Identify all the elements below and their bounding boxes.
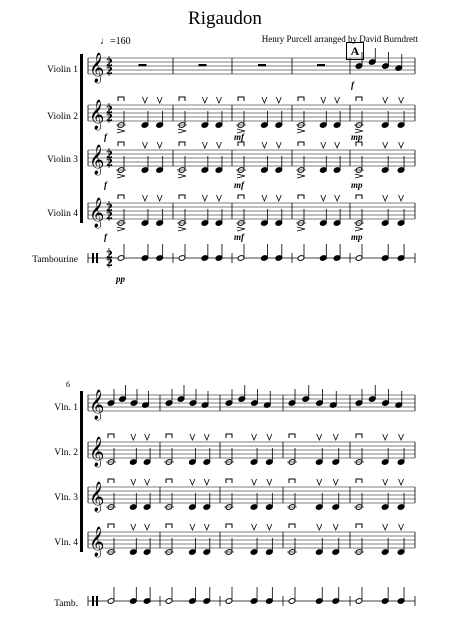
bow-down-icon bbox=[108, 479, 114, 483]
accent-icon bbox=[237, 174, 245, 178]
bow-up-icon bbox=[204, 479, 209, 485]
bow-up-icon bbox=[216, 97, 221, 103]
dynamic-forte: f bbox=[351, 80, 354, 90]
dynamic-forte: f bbox=[104, 132, 107, 142]
composer-credit: Henry Purcell arranged by David Burndrett bbox=[261, 34, 418, 44]
bow-up-icon bbox=[383, 479, 388, 485]
bow-up-icon bbox=[131, 479, 136, 485]
bow-up-icon bbox=[399, 97, 404, 103]
bow-up-icon bbox=[321, 195, 326, 201]
instrument-name-vln-2: Vln. 2 bbox=[54, 448, 78, 458]
tempo-marking: ♩=160 bbox=[100, 36, 131, 47]
treble-clef-icon: 𝄞 bbox=[89, 145, 105, 175]
bow-up-icon bbox=[252, 524, 257, 530]
bow-down-icon bbox=[289, 434, 295, 438]
bow-down-icon bbox=[356, 97, 362, 101]
bow-down-icon bbox=[356, 142, 362, 146]
bow-up-icon bbox=[190, 434, 195, 440]
bow-up-icon bbox=[190, 524, 195, 530]
treble-clef-icon: 𝄞 bbox=[89, 437, 105, 467]
bow-down-icon bbox=[238, 97, 244, 101]
time-signature-icon: 2 bbox=[106, 105, 113, 116]
accent-icon bbox=[117, 174, 125, 178]
bow-up-icon bbox=[399, 142, 404, 148]
bow-down-icon bbox=[356, 524, 362, 528]
bow-up-icon bbox=[383, 195, 388, 201]
accent-icon bbox=[237, 129, 245, 133]
bow-up-icon bbox=[157, 195, 162, 201]
time-signature-icon: 2 bbox=[106, 113, 113, 124]
bow-up-icon bbox=[399, 524, 404, 530]
bow-up-icon bbox=[267, 479, 272, 485]
bow-up-icon bbox=[399, 195, 404, 201]
bow-up-icon bbox=[383, 142, 388, 148]
time-signature-icon: 2 bbox=[106, 158, 113, 169]
bow-down-icon bbox=[289, 524, 295, 528]
time-signature-icon: 2 bbox=[106, 250, 113, 261]
bow-down-icon bbox=[356, 434, 362, 438]
bow-up-icon bbox=[317, 524, 322, 530]
accent-icon bbox=[355, 174, 363, 178]
dynamic-mezzo-forte: mf bbox=[234, 180, 244, 190]
bow-up-icon bbox=[216, 195, 221, 201]
dynamic-pianissimo: pp bbox=[116, 274, 125, 284]
bow-up-icon bbox=[204, 434, 209, 440]
percussion-clef-icon bbox=[92, 253, 94, 263]
bow-down-icon bbox=[166, 434, 172, 438]
bow-up-icon bbox=[333, 524, 338, 530]
accent-icon bbox=[178, 129, 186, 133]
system-bracket bbox=[80, 391, 83, 552]
treble-clef-icon: 𝄞 bbox=[89, 53, 105, 83]
bow-up-icon bbox=[383, 97, 388, 103]
bow-up-icon bbox=[142, 195, 147, 201]
bow-up-icon bbox=[190, 479, 195, 485]
rehearsal-mark: A bbox=[346, 42, 364, 60]
bow-down-icon bbox=[226, 524, 232, 528]
piece-title: Rigaudon bbox=[188, 8, 262, 29]
bow-down-icon bbox=[108, 524, 114, 528]
bow-up-icon bbox=[317, 479, 322, 485]
bow-up-icon bbox=[145, 479, 150, 485]
bow-up-icon bbox=[399, 479, 404, 485]
time-signature-icon: 2 bbox=[106, 203, 113, 214]
accent-icon bbox=[297, 227, 305, 231]
time-signature-icon: 2 bbox=[106, 150, 113, 161]
bow-down-icon bbox=[166, 479, 172, 483]
bow-up-icon bbox=[142, 142, 147, 148]
bow-up-icon bbox=[202, 195, 207, 201]
bow-down-icon bbox=[118, 97, 124, 101]
treble-clef-icon: 𝄞 bbox=[89, 100, 105, 130]
bow-down-icon bbox=[298, 195, 304, 199]
measure-number: 6 bbox=[66, 380, 70, 389]
accent-icon bbox=[178, 174, 186, 178]
bow-up-icon bbox=[335, 195, 340, 201]
time-signature-icon: 2 bbox=[106, 58, 113, 69]
bow-down-icon bbox=[179, 142, 185, 146]
instrument-name-vln-4: Vln. 4 bbox=[54, 538, 78, 548]
treble-clef-icon: 𝄞 bbox=[89, 390, 105, 420]
time-signature-icon: 2 bbox=[106, 211, 113, 222]
bow-up-icon bbox=[383, 434, 388, 440]
bow-up-icon bbox=[276, 142, 281, 148]
bow-down-icon bbox=[298, 97, 304, 101]
half-rest-icon bbox=[199, 64, 207, 66]
bow-down-icon bbox=[356, 479, 362, 483]
accent-icon bbox=[117, 227, 125, 231]
instrument-name-vln-3: Vln. 3 bbox=[54, 493, 78, 503]
bow-up-icon bbox=[145, 434, 150, 440]
system-bracket bbox=[80, 54, 83, 223]
percussion-clef-icon bbox=[96, 253, 98, 263]
dynamic-mezzo-piano: mp bbox=[351, 132, 363, 142]
bow-up-icon bbox=[399, 434, 404, 440]
instrument-name-violin-2: Violin 2 bbox=[47, 112, 78, 122]
bow-up-icon bbox=[333, 434, 338, 440]
dynamic-forte: f bbox=[104, 232, 107, 242]
time-signature-icon: 2 bbox=[106, 258, 113, 269]
bow-up-icon bbox=[333, 479, 338, 485]
bow-up-icon bbox=[145, 524, 150, 530]
bow-up-icon bbox=[383, 524, 388, 530]
bow-up-icon bbox=[142, 97, 147, 103]
accent-icon bbox=[297, 174, 305, 178]
bow-down-icon bbox=[166, 524, 172, 528]
treble-clef-icon: 𝄞 bbox=[89, 482, 105, 512]
bow-down-icon bbox=[238, 142, 244, 146]
bow-up-icon bbox=[267, 524, 272, 530]
instrument-name-tamb: Tamb. bbox=[54, 599, 78, 609]
bow-down-icon bbox=[356, 195, 362, 199]
instrument-name-tambourine: Tambourine bbox=[32, 255, 78, 265]
half-rest-icon bbox=[317, 64, 325, 66]
instrument-name-violin-1: Violin 1 bbox=[47, 65, 78, 75]
accent-icon bbox=[355, 227, 363, 231]
bow-up-icon bbox=[262, 97, 267, 103]
bow-up-icon bbox=[321, 142, 326, 148]
accent-icon bbox=[178, 227, 186, 231]
bow-up-icon bbox=[317, 434, 322, 440]
bow-up-icon bbox=[335, 142, 340, 148]
instrument-name-violin-4: Violin 4 bbox=[47, 209, 78, 219]
bow-up-icon bbox=[202, 97, 207, 103]
bow-up-icon bbox=[335, 97, 340, 103]
bow-down-icon bbox=[238, 195, 244, 199]
accent-icon bbox=[237, 227, 245, 231]
bow-down-icon bbox=[289, 479, 295, 483]
half-rest-icon bbox=[258, 64, 266, 66]
treble-clef-icon: 𝄞 bbox=[89, 527, 105, 557]
bow-down-icon bbox=[226, 479, 232, 483]
bow-up-icon bbox=[204, 524, 209, 530]
bow-down-icon bbox=[298, 142, 304, 146]
half-rest-icon bbox=[139, 64, 147, 66]
dynamic-mezzo-piano: mp bbox=[351, 180, 363, 190]
bow-down-icon bbox=[179, 195, 185, 199]
bow-up-icon bbox=[157, 142, 162, 148]
bow-up-icon bbox=[276, 97, 281, 103]
instrument-name-vln-1: Vln. 1 bbox=[54, 403, 78, 413]
bow-up-icon bbox=[202, 142, 207, 148]
dynamic-mezzo-piano: mp bbox=[351, 232, 363, 242]
percussion-clef-icon bbox=[92, 596, 94, 606]
bow-down-icon bbox=[118, 195, 124, 199]
bow-up-icon bbox=[131, 434, 136, 440]
bow-up-icon bbox=[157, 97, 162, 103]
bow-up-icon bbox=[267, 434, 272, 440]
treble-clef-icon: 𝄞 bbox=[89, 198, 105, 228]
bow-up-icon bbox=[252, 479, 257, 485]
bow-down-icon bbox=[108, 434, 114, 438]
bow-down-icon bbox=[118, 142, 124, 146]
percussion-clef-icon bbox=[96, 596, 98, 606]
bow-up-icon bbox=[262, 195, 267, 201]
dynamic-mezzo-forte: mf bbox=[234, 232, 244, 242]
accent-icon bbox=[297, 129, 305, 133]
bow-up-icon bbox=[216, 142, 221, 148]
bow-up-icon bbox=[276, 195, 281, 201]
bow-up-icon bbox=[262, 142, 267, 148]
time-signature-icon: 2 bbox=[106, 66, 113, 77]
instrument-name-violin-3: Violin 3 bbox=[47, 155, 78, 165]
accent-icon bbox=[117, 129, 125, 133]
dynamic-forte: f bbox=[104, 180, 107, 190]
accent-icon bbox=[355, 129, 363, 133]
dynamic-mezzo-forte: mf bbox=[234, 132, 244, 142]
bow-up-icon bbox=[252, 434, 257, 440]
bow-up-icon bbox=[321, 97, 326, 103]
bow-up-icon bbox=[131, 524, 136, 530]
bow-down-icon bbox=[226, 434, 232, 438]
bow-down-icon bbox=[179, 97, 185, 101]
